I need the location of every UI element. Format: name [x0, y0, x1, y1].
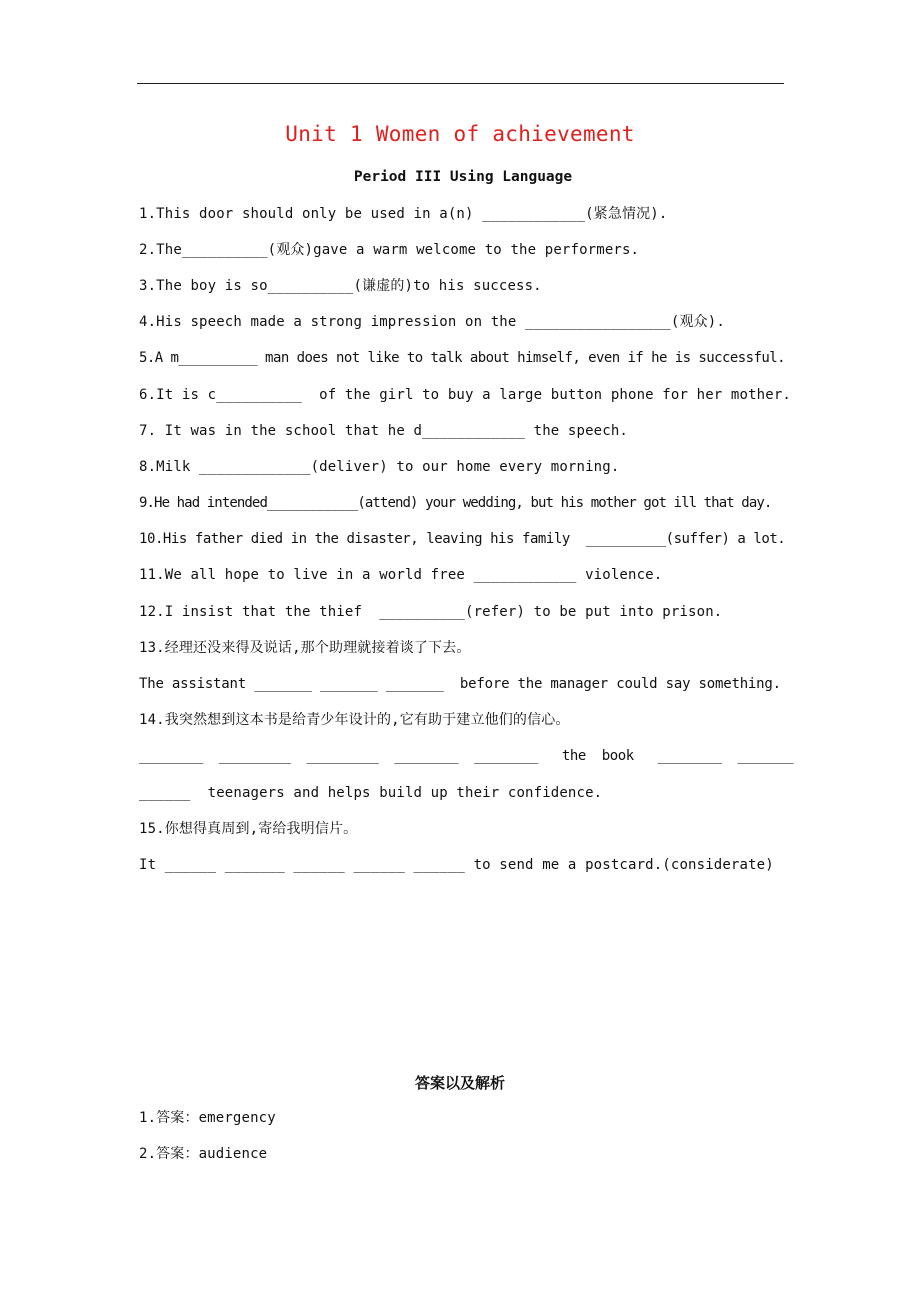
header-rule — [137, 83, 784, 84]
question-5: 5.A m__________ man does not like to talk about himself, even if he is successful. — [139, 350, 786, 366]
question-15-english: It ______ _______ ______ ______ ______ to send me a postcard.(considerate) — [139, 857, 774, 873]
question-11: 11.We all hope to live in a world free ____________ violence. — [139, 567, 663, 583]
question-6: 6.It is c__________ of the girl to buy a large button phone for her mother. — [139, 387, 791, 403]
question-9: 9.He had intended____________(attend) your wedding, but his mother got ill that day. — [139, 495, 772, 511]
question-8: 8.Milk _____________(deliver) to our home every morning. — [139, 459, 620, 475]
question-2: 2.The__________(观众)gave a warm welcome to the performers. — [139, 242, 640, 258]
question-3: 3.The boy is so__________(谦虚的)to his success. — [139, 278, 542, 294]
answer-2: 2.答案：audience — [139, 1146, 268, 1162]
page-title: Unit 1 Women of achievement — [285, 122, 635, 146]
period-subtitle: Period III Using Language — [353, 169, 573, 185]
answer-1: 1.答案：emergency — [139, 1110, 276, 1126]
question-10: 10.His father died in the disaster, leaving his family __________(suffer) a lot. — [139, 531, 786, 547]
question-14-english-line-1: ________ _________ _________ ________ ________ the book ________ _______ — [139, 748, 794, 764]
answers-heading: 答案以及解析 — [414, 1074, 505, 1092]
question-14-english-line-2: ______ teenagers and helps build up their confidence. — [139, 785, 603, 801]
question-14-chinese: 14.我突然想到这本书是给青少年设计的,它有助于建立他们的信心。 — [139, 712, 570, 728]
question-15-chinese: 15.你想得真周到,寄给我明信片。 — [139, 821, 358, 837]
question-12: 12.I insist that the thief __________(refer) to be put into prison. — [139, 604, 723, 620]
question-7: 7. It was in the school that he d____________ the speech. — [139, 423, 628, 439]
question-13-english: The assistant _______ _______ _______ before the manager could say something. — [139, 676, 781, 692]
question-13-chinese: 13.经理还没来得及说话,那个助理就接着谈了下去。 — [139, 640, 471, 656]
question-1: 1.This door should only be used in a(n) ____________(紧急情况). — [139, 206, 668, 222]
question-4: 4.His speech made a strong impression on the _________________(观众). — [139, 314, 725, 330]
